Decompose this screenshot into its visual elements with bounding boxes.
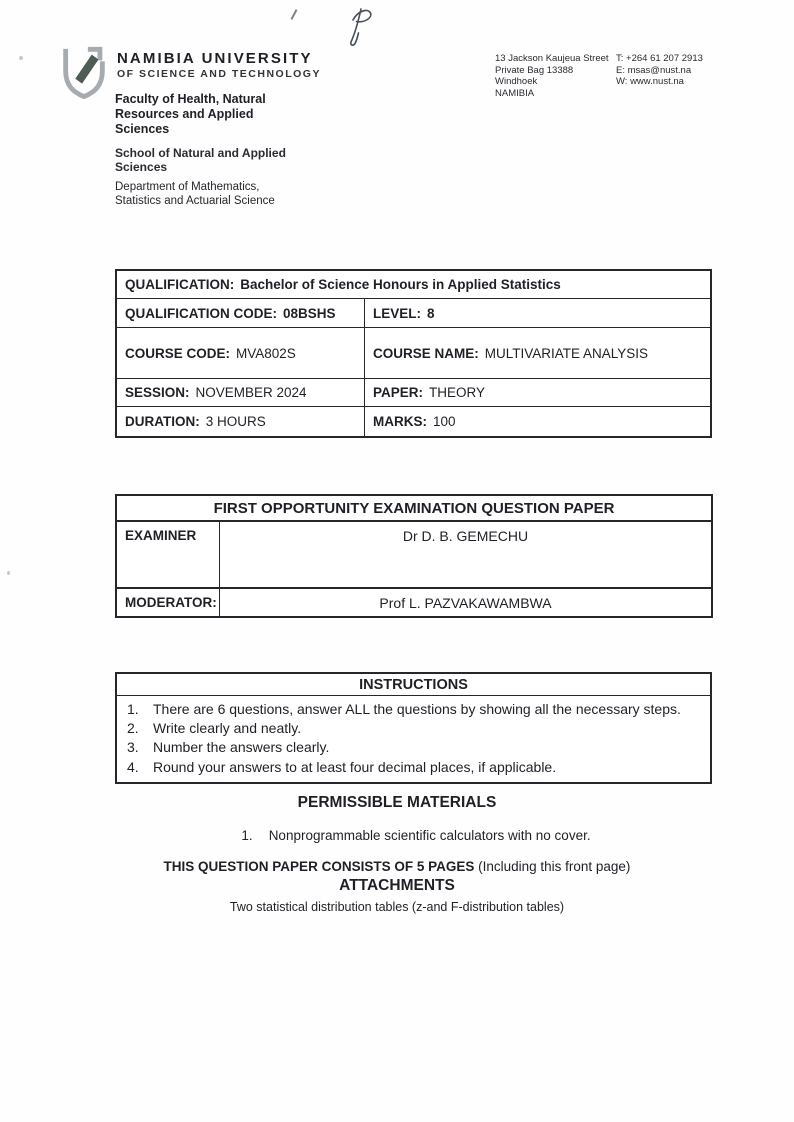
instructions-title-row <box>117 674 710 696</box>
school-line: School of Natural and Applied <box>115 146 286 160</box>
faculty-name <box>115 92 266 138</box>
faculty-line: Sciences <box>115 122 170 137</box>
address-line: 13 Jackson Kaujeua Street <box>495 53 609 64</box>
instruction-text: Round your answers to at least four decimal places, if applicable. <box>153 758 557 775</box>
examiner-label-cell <box>117 522 220 587</box>
marks-value: 100 <box>433 414 456 429</box>
university-subtitle: OF SCIENCE AND TECHNOLOGY <box>117 68 321 80</box>
instruction-number: 1. <box>127 701 139 717</box>
instruction-text: Number the answers clearly. <box>153 739 330 756</box>
exam-title-row <box>117 496 711 520</box>
instruction-number: 3. <box>127 739 139 756</box>
instructions-title: INSTRUCTIONS <box>359 676 468 693</box>
course-info-table <box>115 269 712 438</box>
page-count-note <box>0 859 794 874</box>
instruction-text: There are 6 questions, answer ALL the questions by showing all the necessary steps. <box>153 701 681 717</box>
moderator-row <box>117 587 711 616</box>
moderator-name-cell <box>220 589 711 616</box>
instructions-panel <box>115 672 712 784</box>
paper-value: THEORY <box>429 385 486 400</box>
marks-label: MARKS: <box>373 414 427 429</box>
contact-phone: T: +264 61 207 2913 <box>616 53 703 64</box>
paper-cell <box>365 379 710 406</box>
session-value: NOVEMBER 2024 <box>195 385 307 400</box>
attachments-title: ATTACHMENTS <box>339 877 455 894</box>
faculty-line: Resources and Applied <box>115 107 254 122</box>
school-name <box>115 146 286 174</box>
session-paper-row <box>117 378 710 406</box>
level-label: LEVEL: <box>373 305 422 321</box>
scan-speck <box>7 571 10 575</box>
qualification-value: Bachelor of Science Honours in Applied Statistics <box>240 277 561 292</box>
exam-paper-title: FIRST OPPORTUNITY EXAMINATION QUESTION PAPER <box>213 499 615 517</box>
instruction-text: Write clearly and neatly. <box>153 720 302 737</box>
instruction-number: 2. <box>127 720 139 737</box>
qualification-cell <box>117 271 710 298</box>
contact-website: W: www.nust.na <box>616 76 684 87</box>
code-level-row <box>117 298 710 327</box>
contact-block <box>616 53 703 88</box>
session-label: SESSION: <box>125 385 190 400</box>
duration-label: DURATION: <box>125 414 200 429</box>
scan-speck <box>19 56 23 60</box>
qualification-code-label: QUALIFICATION CODE: <box>125 305 277 321</box>
nust-shield-logo-icon <box>56 44 112 100</box>
instruction-item <box>127 719 702 738</box>
qualification-code-cell <box>117 299 365 327</box>
marks-cell <box>365 407 710 436</box>
paper-label: PAPER: <box>373 385 424 400</box>
examiner-label: EXAMINER <box>125 528 197 543</box>
attachments-text: Two statistical distribution tables (z-and F-distribution tables) <box>229 900 565 914</box>
level-cell <box>365 299 710 327</box>
examination-panel <box>115 494 713 618</box>
faculty-line: Faculty of Health, Natural <box>115 92 266 106</box>
address-line: Windhoek <box>495 76 538 87</box>
contact-email: E: msas@nust.na <box>616 64 692 76</box>
handwritten-p-mark <box>341 4 383 50</box>
instruction-number: 4. <box>127 758 139 775</box>
school-line: Sciences <box>115 160 168 174</box>
department-line: Statistics and Actuarial Science <box>115 194 275 207</box>
permissible-material-item <box>19 828 794 843</box>
instructions-list <box>117 696 710 782</box>
qualification-row <box>117 271 710 298</box>
examiner-name-cell <box>220 522 711 587</box>
duration-value: 3 HOURS <box>205 414 266 429</box>
duration-cell <box>117 407 365 436</box>
department-name <box>115 181 275 208</box>
course-name-label: COURSE NAME: <box>373 345 479 361</box>
course-code-label: COURSE CODE: <box>125 345 231 361</box>
qualification-label: QUALIFICATION: <box>125 277 235 292</box>
level-value: 8 <box>427 305 435 321</box>
session-cell <box>117 379 365 406</box>
instruction-item <box>127 738 702 757</box>
address-block <box>495 53 609 99</box>
course-name-value: MULTIVARIATE ANALYSIS <box>484 345 649 361</box>
address-line: Private Bag 13388 <box>495 64 574 76</box>
moderator-name: Prof L. PAZVAKAWAMBWA <box>379 594 552 611</box>
page-count-bold: THIS QUESTION PAPER CONSISTS OF 5 PAGES <box>163 859 475 874</box>
moderator-label: MODERATOR: <box>125 595 217 610</box>
department-line: Department of Mathematics, <box>115 181 260 193</box>
material-text: Nonprogrammable scientific calculators with no cover. <box>268 828 591 843</box>
pen-slash-mark <box>291 9 298 20</box>
address-line: NAMIBIA <box>495 87 535 99</box>
permissible-materials-title: PERMISSIBLE MATERIALS <box>297 794 497 811</box>
course-name-cell <box>365 328 710 378</box>
course-code-value: MVA802S <box>236 345 296 361</box>
page-count-normal: (Including this front page) <box>474 859 631 874</box>
examiner-name: Dr D. B. GEMECHU <box>402 528 529 544</box>
instruction-item <box>127 758 702 777</box>
course-code-cell <box>117 328 365 378</box>
instruction-item <box>127 700 702 719</box>
examiner-row <box>117 520 711 587</box>
duration-marks-row <box>117 406 710 436</box>
university-name: NAMIBIA UNIVERSITY <box>117 50 313 67</box>
qualification-code-value: 08BSHS <box>283 305 336 321</box>
material-number: 1. <box>241 828 253 843</box>
moderator-label-cell <box>117 589 220 616</box>
course-row <box>117 327 710 378</box>
